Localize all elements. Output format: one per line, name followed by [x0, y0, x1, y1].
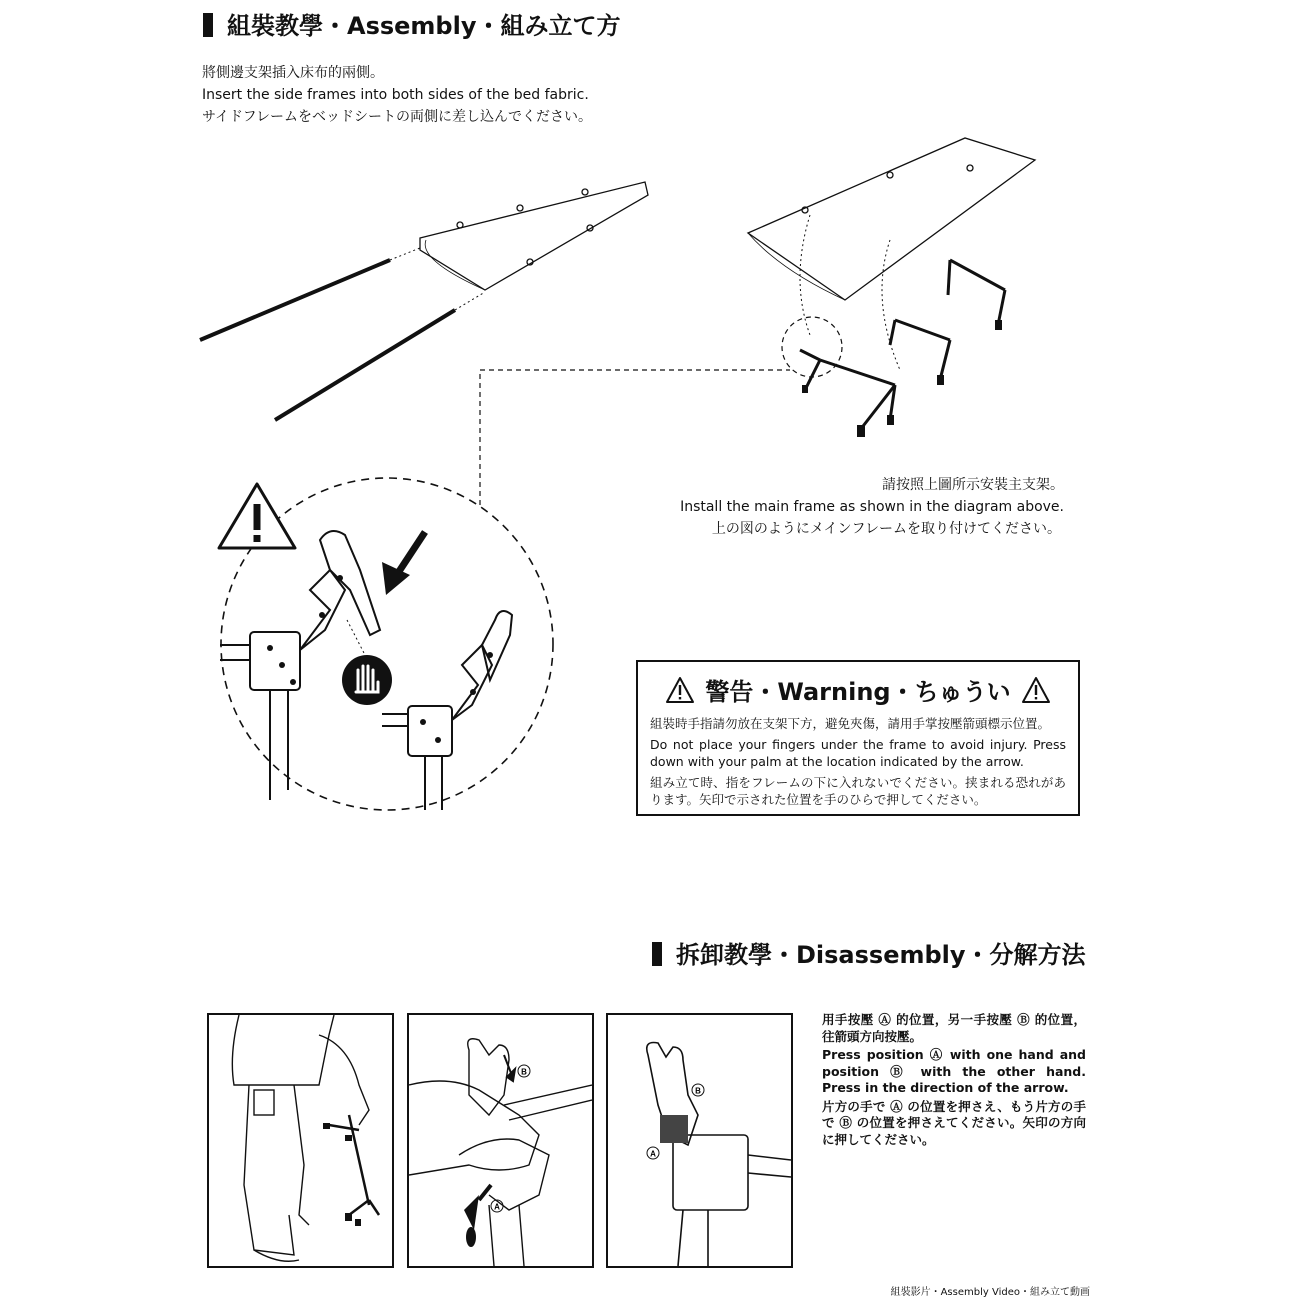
heading-bar — [652, 942, 662, 966]
disassembly-en: Press position Ⓐ with one hand and position Ⓑ with the other hand. Press in the direction of the arrow. — [822, 1047, 1086, 1095]
warning-en: Do not place your fingers under the frame to avoid injury. Press down with your palm at the location indicated by the arrow. — [650, 737, 1066, 769]
disassembly-photo-1 — [207, 1013, 394, 1268]
warning-title-text: 警告・Warning・ちゅうい — [705, 678, 1011, 706]
disassembly-photo-2 — [407, 1013, 594, 1268]
warning-title-left-icon — [665, 676, 695, 704]
step2-en: Install the main frame as shown in the diagram above. — [680, 499, 1064, 515]
step1-ja: サイドフレームをベッドシートの両側に差し込んでください。 — [202, 109, 593, 125]
step1-text — [202, 62, 592, 128]
disassembly-text — [822, 1012, 1086, 1148]
hinge-closeup-illustration — [608, 1015, 791, 1266]
step1-en: Insert the side frames into both sides of the bed fabric. — [202, 87, 589, 103]
label-a-marker: A — [650, 1149, 656, 1159]
disassembly-photo-3 — [606, 1013, 793, 1268]
label-b-marker: B — [521, 1067, 527, 1077]
disassembly-heading-text: 拆卸教學・Disassembly・分解方法 — [676, 941, 1086, 969]
disassembly-heading — [652, 935, 1086, 970]
step1-zh: 將側邊支架插入床布的兩側。 — [202, 65, 384, 81]
label-a-marker: A — [494, 1202, 500, 1212]
step2-text — [600, 474, 1064, 540]
warning-title-right-icon — [1021, 676, 1051, 704]
hands-pressing-illustration — [409, 1015, 592, 1266]
disassembly-zh: 用手按壓 Ⓐ 的位置，另一手按壓 Ⓑ 的位置，往箭頭方向按壓。 — [822, 1012, 1086, 1044]
assembly-heading-text: 組裝教學・Assembly・組み立て方 — [227, 12, 621, 40]
warning-box — [636, 660, 1080, 816]
arrow-icon — [382, 532, 425, 595]
warning-ja: 組み立て時、指をフレームの下に入れないでください。挟まれる恐れがあります。矢印で示された位置を手のひらで押してください。 — [650, 775, 1066, 807]
warning-zh: 組裝時手指請勿放在支架下方，避免夾傷，請用手掌按壓箭頭標示位置。 — [650, 716, 1051, 731]
person-squatting-illustration — [209, 1015, 392, 1266]
step2-ja: 上の図のようにメインフレームを取り付けてください。 — [711, 521, 1061, 537]
warning-title — [650, 672, 1066, 707]
assembly-video-footer: 組裝影片・Assembly Video・組み立て動画 — [890, 1287, 1090, 1298]
warning-triangle-icon — [215, 480, 299, 552]
assembly-heading — [203, 6, 620, 41]
step2-zh: 請按照上圖所示安裝主支架。 — [882, 477, 1064, 493]
disassembly-ja: 片方の手で Ⓐ の位置を押さえ、もう片方の手で Ⓑ の位置を押さえてください。矢印の方向に押してください。 — [822, 1098, 1086, 1147]
label-b-marker: B — [695, 1086, 701, 1096]
heading-bar — [203, 13, 213, 37]
